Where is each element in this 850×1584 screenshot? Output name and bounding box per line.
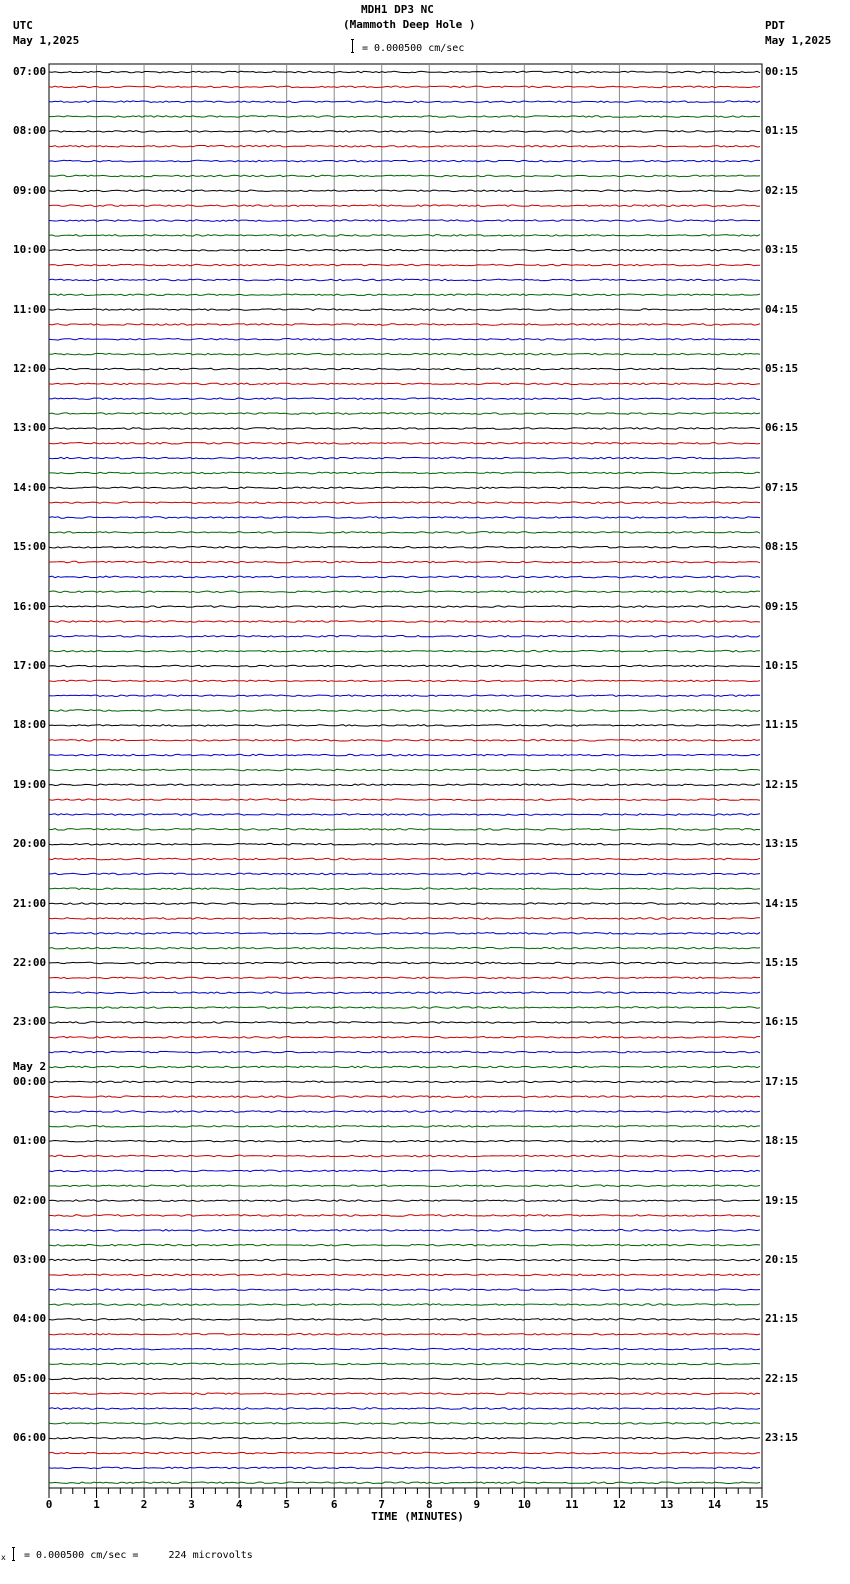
x-tick-label: 8 <box>425 1498 433 1511</box>
pdt-hour-label: 11:15 <box>765 718 799 732</box>
utc-hour-label: 06:00 <box>13 1431 47 1445</box>
utc-hour-label: 05:00 <box>13 1371 47 1385</box>
seismic-trace <box>49 740 760 742</box>
seismic-trace <box>49 116 760 118</box>
utc-hour-label: 10:00 <box>13 243 47 257</box>
seismic-trace <box>49 175 760 177</box>
seismic-trace <box>49 1467 760 1469</box>
seismic-trace <box>49 1334 760 1336</box>
seismic-trace <box>49 591 760 593</box>
seismic-trace <box>49 769 760 771</box>
utc-hour-label: 00:00 <box>13 1074 47 1088</box>
right-date: May 1,2025 <box>765 34 832 47</box>
seismic-trace <box>49 992 760 994</box>
seismic-trace <box>49 725 760 727</box>
x-tick-label: 4 <box>235 1498 243 1511</box>
seismic-trace <box>49 561 760 563</box>
pdt-hour-label: 08:15 <box>765 540 799 554</box>
pdt-hour-label: 12:15 <box>765 777 799 791</box>
seismic-trace <box>49 383 760 385</box>
seismic-trace <box>49 680 760 682</box>
utc-hour-label: 22:00 <box>13 956 47 969</box>
seismic-trace <box>49 933 760 935</box>
utc-hour-label: 21:00 <box>13 896 47 910</box>
seismic-trace <box>49 1230 760 1232</box>
seismic-trace <box>49 190 760 192</box>
pdt-hour-label: 05:15 <box>765 362 799 375</box>
seismic-trace <box>49 339 760 341</box>
x-tick-label: 10 <box>517 1498 531 1511</box>
x-tick-label: 15 <box>755 1498 769 1511</box>
pdt-hour-label: 04:15 <box>765 302 799 316</box>
x-tick-label: 3 <box>188 1498 195 1511</box>
seismic-trace <box>49 413 760 415</box>
footer-marker: x <box>1 1553 6 1562</box>
pdt-hour-label: 21:15 <box>765 1312 799 1326</box>
utc-hour-label: 18:00 <box>13 718 47 732</box>
utc-hour-label: 01:00 <box>13 1134 47 1148</box>
seismic-trace <box>49 947 760 949</box>
seismic-trace <box>49 710 760 712</box>
seismic-trace <box>49 309 760 311</box>
pdt-hour-label: 15:15 <box>765 956 799 969</box>
seismic-trace <box>49 962 760 964</box>
seismic-trace <box>49 1051 760 1053</box>
seismic-trace <box>49 160 760 162</box>
seismic-trace <box>49 814 760 816</box>
seismic-trace <box>49 1170 760 1172</box>
seismic-trace <box>49 1348 760 1350</box>
seismic-trace <box>49 249 760 251</box>
seismic-trace <box>49 324 760 326</box>
seismic-trace <box>49 1111 760 1113</box>
seismic-trace <box>49 1022 760 1024</box>
utc-hour-label: 09:00 <box>13 183 47 197</box>
utc-hour-label: 20:00 <box>13 837 47 851</box>
pdt-hour-label: 19:15 <box>765 1193 799 1207</box>
utc-hour-label: 17:00 <box>13 659 47 672</box>
seismic-trace <box>49 294 760 296</box>
seismic-trace <box>49 131 760 133</box>
seismic-trace <box>49 205 760 207</box>
utc-hour-label: 04:00 <box>13 1312 47 1326</box>
seismic-trace <box>49 1289 760 1291</box>
seismic-trace <box>49 1155 760 1157</box>
seismic-trace <box>49 532 760 534</box>
pdt-hour-label: 20:15 <box>765 1253 799 1266</box>
seismic-trace <box>49 71 760 73</box>
date-change-label: May 2 <box>13 1059 47 1073</box>
seismic-trace <box>49 1408 760 1410</box>
seismic-trace <box>49 873 760 875</box>
pdt-hour-label: 14:15 <box>765 896 799 910</box>
seismic-trace <box>49 1319 760 1321</box>
seismic-trace <box>49 220 760 222</box>
seismic-trace <box>49 146 760 148</box>
pdt-hour-label: 07:15 <box>765 480 799 494</box>
utc-hour-label: 19:00 <box>13 777 47 791</box>
seismic-trace <box>49 546 760 548</box>
seismic-trace <box>49 443 760 445</box>
pdt-hour-label: 09:15 <box>765 599 799 613</box>
seismic-trace <box>49 1126 760 1128</box>
seismic-trace <box>49 472 760 474</box>
seismic-trace <box>49 754 760 756</box>
seismic-trace <box>49 799 760 801</box>
seismic-trace <box>49 487 760 489</box>
seismic-trace <box>49 353 760 355</box>
footer-scale-note: = 0.000500 cm/sec = 224 microvolts <box>24 1550 253 1561</box>
x-tick-label: 9 <box>473 1498 481 1511</box>
seismic-trace <box>49 576 760 578</box>
pdt-hour-label: 16:15 <box>765 1015 799 1029</box>
seismic-trace <box>49 502 760 504</box>
x-tick-label: 5 <box>283 1498 290 1511</box>
utc-hour-label: 08:00 <box>13 124 47 138</box>
seismic-trace <box>49 1452 760 1454</box>
seismic-trace <box>49 1423 760 1425</box>
seismic-trace <box>49 1081 760 1083</box>
seismic-trace <box>49 1066 760 1068</box>
utc-hour-label: 16:00 <box>13 599 47 613</box>
seismic-trace <box>49 398 760 400</box>
seismic-trace <box>49 903 760 905</box>
x-tick-label: 7 <box>378 1498 386 1511</box>
x-tick-label: 14 <box>707 1498 722 1511</box>
seismic-trace <box>49 650 760 652</box>
pdt-hour-label: 23:15 <box>765 1431 799 1445</box>
utc-hour-label: 03:00 <box>13 1253 47 1266</box>
station-title: MDH1 DP3 NC <box>361 3 434 16</box>
left-date: May 1,2025 <box>13 34 80 47</box>
seismic-trace <box>49 1037 760 1039</box>
seismic-trace <box>49 235 760 237</box>
utc-hour-label: 12:00 <box>13 362 47 375</box>
seismic-trace <box>49 1244 760 1246</box>
pdt-hour-label: 06:15 <box>765 421 799 435</box>
seismic-trace <box>49 1482 760 1484</box>
pdt-hour-label: 22:15 <box>765 1371 799 1385</box>
utc-hour-label: 07:00 <box>13 65 47 78</box>
seismic-trace <box>49 1274 760 1276</box>
x-axis-title: TIME (MINUTES) <box>371 1510 464 1523</box>
seismic-trace <box>49 1200 760 1202</box>
seismic-trace <box>49 843 760 845</box>
seismic-trace <box>49 977 760 979</box>
x-tick-label: 12 <box>612 1498 627 1511</box>
seismic-trace <box>49 695 760 697</box>
seismic-trace <box>49 1140 760 1142</box>
seismic-trace <box>49 1007 760 1009</box>
left-timezone: UTC <box>13 19 33 32</box>
utc-hour-label: 23:00 <box>13 1015 47 1029</box>
scale-label: = 0.000500 cm/sec <box>362 43 465 54</box>
seismic-trace <box>49 665 760 667</box>
seismic-trace <box>49 784 760 786</box>
pdt-hour-label: 18:15 <box>765 1134 799 1148</box>
seismic-trace <box>49 1215 760 1217</box>
footer-scale-icon <box>12 1547 15 1561</box>
seismic-trace <box>49 264 760 266</box>
seismic-trace <box>49 368 760 370</box>
seismic-trace <box>49 101 760 103</box>
seismic-trace <box>49 1259 760 1261</box>
seismic-trace <box>49 1393 760 1395</box>
seismic-trace <box>49 1304 760 1306</box>
seismic-trace <box>49 279 760 281</box>
seismic-trace <box>49 517 760 519</box>
seismic-trace <box>49 858 760 860</box>
utc-hour-label: 14:00 <box>13 480 47 494</box>
seismic-trace <box>49 1378 760 1380</box>
utc-hour-label: 15:00 <box>13 540 47 554</box>
seismic-trace <box>49 1185 760 1187</box>
pdt-hour-label: 02:15 <box>765 183 799 197</box>
seismic-trace <box>49 428 760 430</box>
seismic-trace <box>49 86 760 88</box>
x-tick-label: 13 <box>660 1498 674 1511</box>
station-subtitle: (Mammoth Deep Hole ) <box>343 18 476 31</box>
pdt-hour-label: 17:15 <box>765 1074 799 1088</box>
seismic-trace <box>49 457 760 459</box>
x-tick-label: 2 <box>140 1498 148 1511</box>
pdt-hour-label: 01:15 <box>765 124 799 138</box>
right-timezone: PDT <box>765 19 785 32</box>
seismic-trace <box>49 918 760 920</box>
utc-hour-label: 11:00 <box>13 302 47 316</box>
seismic-trace <box>49 1096 760 1098</box>
seismic-trace <box>49 636 760 638</box>
seismic-trace <box>49 888 760 890</box>
x-tick-label: 6 <box>330 1498 338 1511</box>
x-tick-label: 1 <box>93 1498 100 1511</box>
pdt-hour-label: 10:15 <box>765 659 799 672</box>
x-tick-label: 11 <box>565 1498 579 1511</box>
utc-hour-label: 02:00 <box>13 1193 47 1207</box>
seismic-trace <box>49 1437 760 1439</box>
utc-hour-label: 13:00 <box>13 421 47 435</box>
pdt-hour-label: 00:15 <box>765 65 799 78</box>
pdt-hour-label: 13:15 <box>765 837 799 851</box>
seismic-trace <box>49 621 760 623</box>
seismic-trace <box>49 606 760 608</box>
x-tick-label: 0 <box>45 1498 53 1511</box>
seismic-trace <box>49 829 760 831</box>
pdt-hour-label: 03:15 <box>765 243 799 257</box>
seismic-trace <box>49 1363 760 1365</box>
